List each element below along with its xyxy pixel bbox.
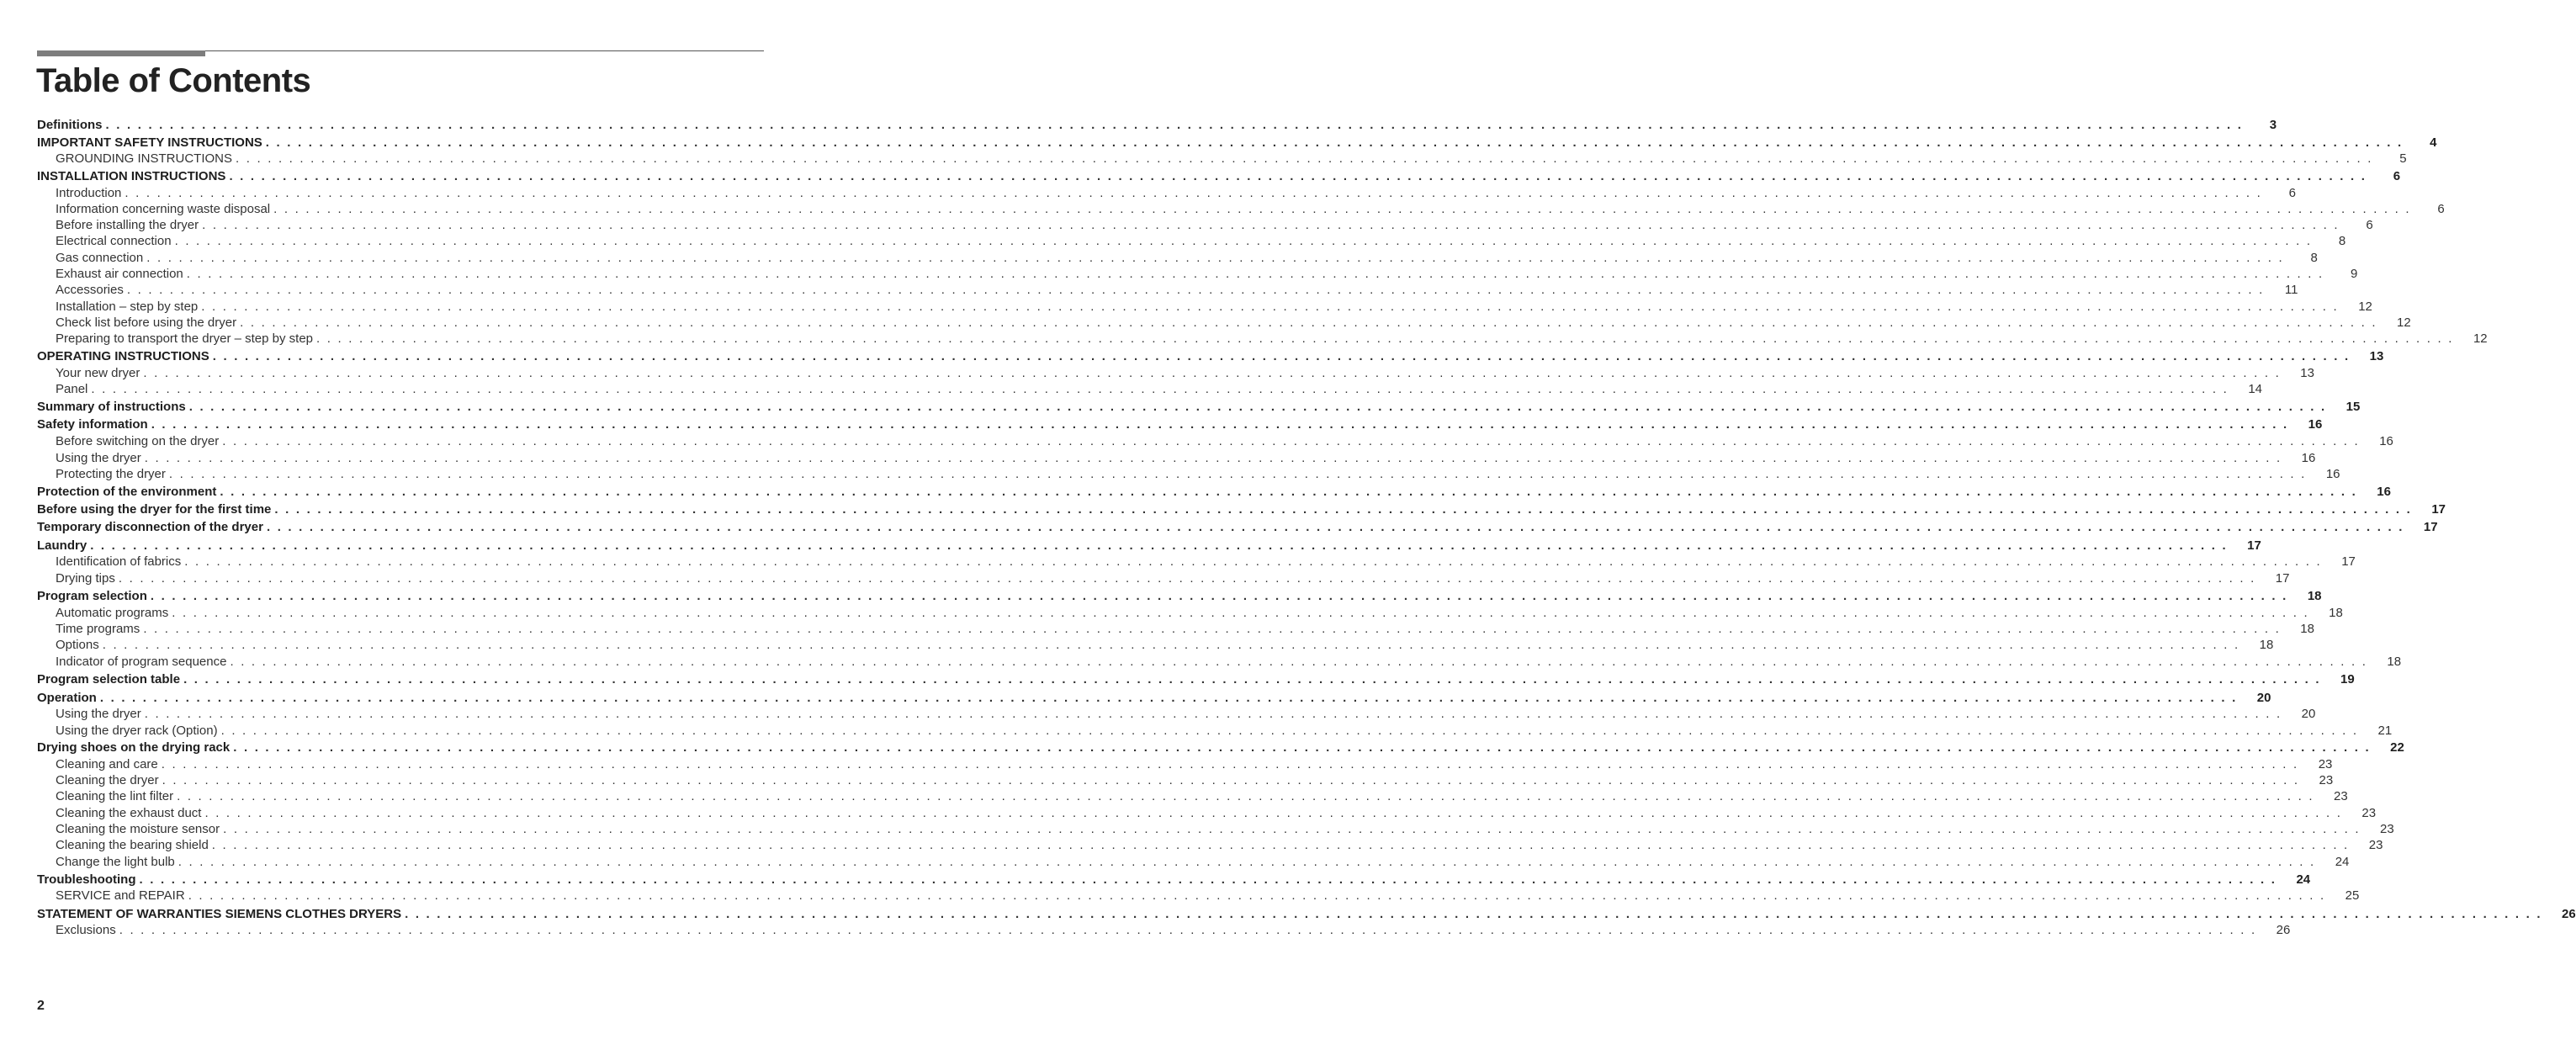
toc-entry[interactable]: [37, 635, 2274, 652]
toc-entry-page: 16: [2288, 417, 2322, 432]
toc-leader-dots: . . . . . . . . . . . . . . . . . . . . . . . . . . . . . . . . . . . . . . . . . . . . . . . . . . . . . . . . . . . . . . . . . . . . . . . . . . . . . . . . . . . . . . . . . . . . . . . . . . . . . . . . . . . . . . . . . . . . . . . . . . . . . . . . . . . . . . . . . . . . . . . . . . . . . . . . . . . . . . . . . . . . . . . . . . . . . . . . . . . . . . . . . . . . . . . . . . . . . . . .: [151, 417, 2289, 432]
toc-entry-label: Operation: [37, 691, 100, 705]
toc-leader-dots: . . . . . . . . . . . . . . . . . . . . . . . . . . . . . . . . . . . . . . . . . . . . . . . . . . . . . . . . . . . . . . . . . . . . . . . . . . . . . . . . . . . . . . . . . . . . . . . . . . . . . . . . . . . . . . . . . . . . . . . . . . . . . . . . . . . . . . . . . . . . . . . . . . . . . . . . . . . . . . . . . . . . . . . . . . . . . . . . . . . . . . . . . . . . . . . . . . . . . . . .: [204, 806, 2343, 820]
toc-leader-dots: . . . . . . . . . . . . . . . . . . . . . . . . . . . . . . . . . . . . . . . . . . . . . . . . . . . . . . . . . . . . . . . . . . . . . . . . . . . . . . . . . . . . . . . . . . . . . . . . . . . . . . . . . . . . . . . . . . . . . . . . . . . . . . . . . . . . . . . . . . . . . . . . . . . . . . . . . . . . . . . . . . . . . . . . . . . . . . . . . . . . . . . . . . . . . . . . . . . . . . . .: [229, 169, 2367, 183]
toc-entry[interactable]: [37, 248, 2318, 265]
toc-entry-page: 8: [2284, 251, 2318, 265]
toc-entry-page: 23: [2298, 757, 2332, 771]
toc-leader-dots: . . . . . . . . . . . . . . . . . . . . . . . . . . . . . . . . . . . . . . . . . . . . . . . . . . . . . . . . . . . . . . . . . . . . . . . . . . . . . . . . . . . . . . . . . . . . . . . . . . . . . . . . . . . . . . . . . . . . . . . . . . . . . . . . . . . . . . . . . . . . . . . . . . . . . . . . . . . . . . . . . . . . . . . . . . . . . . . . . . . . . . . . . . . . . . . . . . . . . . . .: [405, 907, 2542, 921]
toc-entry-label: Cleaning the lint filter: [37, 789, 177, 803]
toc-entry[interactable]: [37, 280, 2298, 297]
toc-entry[interactable]: [37, 167, 2401, 183]
toc-entry[interactable]: [37, 787, 2348, 803]
toc-entry[interactable]: [37, 347, 2384, 363]
toc-entry-page: 6: [2367, 169, 2400, 183]
toc-entry-label: STATEMENT OF WARRANTIES SIEMENS CLOTHES DRYERS: [37, 907, 405, 921]
toc-entry-label: Automatic programs: [37, 606, 172, 620]
toc-entry[interactable]: [37, 313, 2411, 330]
toc-entry-page: 5: [2373, 151, 2407, 166]
toc-leader-dots: . . . . . . . . . . . . . . . . . . . . . . . . . . . . . . . . . . . . . . . . . . . . . . . . . . . . . . . . . . . . . . . . . . . . . . . . . . . . . . . . . . . . . . . . . . . . . . . . . . . . . . . . . . . . . . . . . . . . . . . . . . . . . . . . . . . . . . . . . . . . . . . . . . . . . . . . . . . . . . . . . . . . . . . . . . . . . . . . . . . . . . . . . . . . . . . . . . . . . . . .: [99, 691, 2238, 705]
toc-entry[interactable]: [37, 297, 2372, 314]
toc-entry-label: Your new dryer: [37, 366, 143, 380]
toc-entry-page: 21: [2358, 724, 2392, 738]
toc-leader-dots: . . . . . . . . . . . . . . . . . . . . . . . . . . . . . . . . . . . . . . . . . . . . . . . . . . . . . . . . . . . . . . . . . . . . . . . . . . . . . . . . . . . . . . . . . . . . . . . . . . . . . . . . . . . . . . . . . . . . . . . . . . . . . . . . . . . . . . . . . . . . . . . . . . . . . . . . . . . . . . . . . . . . . . . . . . . . . . . . . . . . . . . . . . . . . . . . . . . . . . . .: [188, 888, 2326, 903]
toc-entry[interactable]: [37, 231, 2346, 248]
toc-entry[interactable]: [37, 886, 2360, 903]
toc-entry[interactable]: [37, 183, 2297, 200]
toc-entry-label: Indicator of program sequence: [37, 655, 230, 669]
toc-leader-dots: . . . . . . . . . . . . . . . . . . . . . . . . . . . . . . . . . . . . . . . . . . . . . . . . . . . . . . . . . . . . . . . . . . . . . . . . . . . . . . . . . . . . . . . . . . . . . . . . . . . . . . . . . . . . . . . . . . . . . . . . . . . . . . . . . . . . . . . . . . . . . . . . . . . . . . . . . . . . . . . . . . . . . . . . . . . . . . . . . . . . . . . . . . . . . . . . . . . . . . . .: [265, 135, 2404, 150]
toc-entry-page: 20: [2237, 691, 2271, 705]
toc-leader-dots: . . . . . . . . . . . . . . . . . . . . . . . . . . . . . . . . . . . . . . . . . . . . . . . . . . . . . . . . . . . . . . . . . . . . . . . . . . . . . . . . . . . . . . . . . . . . . . . . . . . . . . . . . . . . . . . . . . . . . . . . . . . . . . . . . . . . . . . . . . . . . . . . . . . . . . . . . . . . . . . . . . . . . . . . . . . . . . . . . . . . . . . . . . . . . . . . . . . . . . . .: [233, 740, 2371, 755]
toc-entry[interactable]: [37, 363, 2314, 380]
toc-entry[interactable]: [37, 803, 2377, 820]
toc-entry[interactable]: [37, 415, 2323, 432]
toc-entry-label: IMPORTANT SAFETY INSTRUCTIONS: [37, 135, 266, 150]
toc-entry-label: Protecting the dryer: [37, 467, 169, 481]
toc-leader-dots: . . . . . . . . . . . . . . . . . . . . . . . . . . . . . . . . . . . . . . . . . . . . . . . . . . . . . . . . . . . . . . . . . . . . . . . . . . . . . . . . . . . . . . . . . . . . . . . . . . . . . . . . . . . . . . . . . . . . . . . . . . . . . . . . . . . . . . . . . . . . . . . . . . . . . . . . . . . . . . . . . . . . . . . . . . . . . . . . . . . . . . . . . . . . . . . . . . . . . . . .: [161, 757, 2299, 771]
toc-entry-page: 24: [2277, 872, 2310, 887]
toc-entry-label: Cleaning and care: [37, 757, 162, 771]
toc-leader-dots: . . . . . . . . . . . . . . . . . . . . . . . . . . . . . . . . . . . . . . . . . . . . . . . . . . . . . . . . . . . . . . . . . . . . . . . . . . . . . . . . . . . . . . . . . . . . . . . . . . . . . . . . . . . . . . . . . . . . . . . . . . . . . . . . . . . . . . . . . . . . . . . . . . . . . . . . . . . . . . . . . . . . . . . . . . . . . . . . . . . . . . . . . . . . . . . . . . . . . . . .: [230, 655, 2368, 669]
toc-entry-page: 9: [2324, 267, 2357, 281]
toc-entry[interactable]: [37, 199, 2445, 216]
toc-leader-dots: . . . . . . . . . . . . . . . . . . . . . . . . . . . . . . . . . . . . . . . . . . . . . . . . . . . . . . . . . . . . . . . . . . . . . . . . . . . . . . . . . . . . . . . . . . . . . . . . . . . . . . . . . . . . . . . . . . . . . . . . . . . . . . . . . . . . . . . . . . . . . . . . . . . . . . . . . . . . . . . . . . . . . . . . . . . . . . . . . . . . . . . . . . . . . . . . . . . . . . . .: [143, 366, 2281, 380]
toc-entry-page: 13: [2350, 349, 2383, 363]
toc-entry-page: 17: [2412, 502, 2446, 517]
toc-entry-page: 11: [2264, 283, 2298, 297]
toc-entry-label: Temporary disconnection of the dryer: [37, 520, 267, 534]
toc-entry[interactable]: [37, 536, 2261, 553]
toc-entry-page: 22: [2371, 740, 2404, 755]
toc-leader-dots: . . . . . . . . . . . . . . . . . . . . . . . . . . . . . . . . . . . . . . . . . . . . . . . . . . . . . . . . . . . . . . . . . . . . . . . . . . . . . . . . . . . . . . . . . . . . . . . . . . . . . . . . . . . . . . . . . . . . . . . . . . . . . . . . . . . . . . . . . . . . . . . . . . . . . . . . . . . . . . . . . . . . . . . . . . . . . . . . . . . . . . . . . . . . . . . . . . . . . . . .: [90, 538, 2228, 553]
toc-entry-page: 12: [2377, 315, 2411, 330]
toc-entry[interactable]: [37, 264, 2358, 281]
toc-entry[interactable]: [37, 379, 2262, 396]
toc-leader-dots: . . . . . . . . . . . . . . . . . . . . . . . . . . . . . . . . . . . . . . . . . . . . . . . . . . . . . . . . . . . . . . . . . . . . . . . . . . . . . . . . . . . . . . . . . . . . . . . . . . . . . . . . . . . . . . . . . . . . . . . . . . . . . . . . . . . . . . . . . . . . . . . . . . . . . . . . . . . . . . . . . . . . . . . . . . . . . . . . . . . . . . . . . . . . . . . . . . . . . . . .: [316, 331, 2454, 346]
toc-entry[interactable]: [37, 149, 2407, 166]
toc-leader-dots: . . . . . . . . . . . . . . . . . . . . . . . . . . . . . . . . . . . . . . . . . . . . . . . . . . . . . . . . . . . . . . . . . . . . . . . . . . . . . . . . . . . . . . . . . . . . . . . . . . . . . . . . . . . . . . . . . . . . . . . . . . . . . . . . . . . . . . . . . . . . . . . . . . . . . . . . . . . . . . . . . . . . . . . . . . . . . . . . . . . . . . . . . . . . . . . . . . . . . . . .: [211, 838, 2350, 852]
toc-entry-page: 20: [2282, 707, 2315, 721]
toc-entry[interactable]: [37, 482, 2391, 499]
toc-entry-page: 12: [2454, 331, 2488, 346]
toc-entry-page: 23: [2342, 806, 2376, 820]
toc-entry-page: 23: [2299, 773, 2333, 787]
toc-entry-label: Identification of fabrics: [37, 554, 184, 569]
toc-leader-dots: . . . . . . . . . . . . . . . . . . . . . . . . . . . . . . . . . . . . . . . . . . . . . . . . . . . . . . . . . . . . . . . . . . . . . . . . . . . . . . . . . . . . . . . . . . . . . . . . . . . . . . . . . . . . . . . . . . . . . . . . . . . . . . . . . . . . . . . . . . . . . . . . . . . . . . . . . . . . . . . . . . . . . . . . . . . . . . . . . . . . . . . . . . . . . . . . . . . . . . . .: [102, 638, 2240, 652]
toc-entry[interactable]: [37, 904, 2576, 921]
toc-entry-label: Before using the dryer for the first time: [37, 502, 274, 517]
toc-entry-label: Using the dryer: [37, 707, 145, 721]
toc-entry-label: Program selection table: [37, 672, 183, 686]
toc-entry-page: 6: [2411, 202, 2445, 216]
toc-entry[interactable]: [37, 670, 2355, 686]
toc-entry-page: 18: [2367, 655, 2401, 669]
toc-entry-label: Options: [37, 638, 103, 652]
toc-entry[interactable]: [37, 652, 2402, 669]
toc-leader-dots: . . . . . . . . . . . . . . . . . . . . . . . . . . . . . . . . . . . . . . . . . . . . . . . . . . . . . . . . . . . . . . . . . . . . . . . . . . . . . . . . . . . . . . . . . . . . . . . . . . . . . . . . . . . . . . . . . . . . . . . . . . . . . . . . . . . . . . . . . . . . . . . . . . . . . . . . . . . . . . . . . . . . . . . . . . . . . . . . . . . . . . . . . . . . . . . . . . . . . . . .: [177, 789, 2314, 803]
toc-entry-label: Drying shoes on the drying rack: [37, 740, 233, 755]
toc-leader-dots: . . . . . . . . . . . . . . . . . . . . . . . . . . . . . . . . . . . . . . . . . . . . . . . . . . . . . . . . . . . . . . . . . . . . . . . . . . . . . . . . . . . . . . . . . . . . . . . . . . . . . . . . . . . . . . . . . . . . . . . . . . . . . . . . . . . . . . . . . . . . . . . . . . . . . . . . . . . . . . . . . . . . . . . . . . . . . . . . . . . . . . . . . . . . . . . . . . . . . . . .: [146, 251, 2284, 265]
page-title: Table of Contents: [36, 62, 311, 99]
toc-entry[interactable]: [37, 870, 2311, 887]
toc-entry-label: Before switching on the dryer: [37, 434, 222, 448]
toc-entry[interactable]: [37, 215, 2373, 232]
toc-entry-label: Cleaning the dryer: [37, 773, 162, 787]
toc-leader-dots: . . . . . . . . . . . . . . . . . . . . . . . . . . . . . . . . . . . . . . . . . . . . . . . . . . . . . . . . . . . . . . . . . . . . . . . . . . . . . . . . . . . . . . . . . . . . . . . . . . . . . . . . . . . . . . . . . . . . . . . . . . . . . . . . . . . . . . . . . . . . . . . . . . . . . . . . . . . . . . . . . . . . . . . . . . . . . . . . . . . . . . . . . . . . . . . . . . . . . . . .: [186, 267, 2324, 281]
toc-entry-page: 16: [2357, 485, 2391, 499]
toc-entry-page: 14: [2229, 382, 2262, 396]
toc-leader-dots: . . . . . . . . . . . . . . . . . . . . . . . . . . . . . . . . . . . . . . . . . . . . . . . . . . . . . . . . . . . . . . . . . . . . . . . . . . . . . . . . . . . . . . . . . . . . . . . . . . . . . . . . . . . . . . . . . . . . . . . . . . . . . . . . . . . . . . . . . . . . . . . . . . . . . . . . . . . . . . . . . . . . . . . . . . . . . . . . . . . . . . . . . . . . . . . . . . . . . . . .: [212, 349, 2351, 363]
toc-entry-page: 16: [2282, 451, 2315, 465]
toc-entry-page: 6: [2340, 218, 2373, 232]
toc-entry-label: Information concerning waste disposal: [37, 202, 273, 216]
toc-leader-dots: . . . . . . . . . . . . . . . . . . . . . . . . . . . . . . . . . . . . . . . . . . . . . . . . . . . . . . . . . . . . . . . . . . . . . . . . . . . . . . . . . . . . . . . . . . . . . . . . . . . . . . . . . . . . . . . . . . . . . . . . . . . . . . . . . . . . . . . . . . . . . . . . . . . . . . . . . . . . . . . . . . . . . . . . . . . . . . . . . . . . . . . . . . . . . . . . . . . . . . . .: [184, 554, 2322, 569]
toc-entry-page: 23: [2361, 822, 2394, 836]
toc-leader-dots: . . . . . . . . . . . . . . . . . . . . . . . . . . . . . . . . . . . . . . . . . . . . . . . . . . . . . . . . . . . . . . . . . . . . . . . . . . . . . . . . . . . . . . . . . . . . . . . . . . . . . . . . . . . . . . . . . . . . . . . . . . . . . . . . . . . . . . . . . . . . . . . . . . . . . . . . . . . . . . . . . . . . . . . . . . . . . . . . . . . . . . . . . . . . . . . . . . . . . . . .: [144, 707, 2282, 721]
toc-entry-page: 24: [2315, 855, 2349, 869]
toc-leader-dots: . . . . . . . . . . . . . . . . . . . . . . . . . . . . . . . . . . . . . . . . . . . . . . . . . . . . . . . . . . . . . . . . . . . . . . . . . . . . . . . . . . . . . . . . . . . . . . . . . . . . . . . . . . . . . . . . . . . . . . . . . . . . . . . . . . . . . . . . . . . . . . . . . . . . . . . . . . . . . . . . . . . . . . . . . . . . . . . . . . . . . . . . . . . . . . . . . . . . . . . .: [202, 218, 2340, 232]
toc-entry-page: 17: [2404, 520, 2438, 534]
toc-entry-label: Preparing to transport the dryer – step by step: [37, 331, 316, 346]
toc-entry-label: Exhaust air connection: [37, 267, 187, 281]
toc-leader-dots: . . . . . . . . . . . . . . . . . . . . . . . . . . . . . . . . . . . . . . . . . . . . . . . . . . . . . . . . . . . . . . . . . . . . . . . . . . . . . . . . . . . . . . . . . . . . . . . . . . . . . . . . . . . . . . . . . . . . . . . . . . . . . . . . . . . . . . . . . . . . . . . . . . . . . . . . . . . . . . . . . . . . . . . . . . . . . . . . . . . . . . . . . . . . . . . . . . . . . . . .: [91, 382, 2229, 396]
toc-entry-label: Introduction: [37, 186, 125, 200]
toc-leader-dots: . . . . . . . . . . . . . . . . . . . . . . . . . . . . . . . . . . . . . . . . . . . . . . . . . . . . . . . . . . . . . . . . . . . . . . . . . . . . . . . . . . . . . . . . . . . . . . . . . . . . . . . . . . . . . . . . . . . . . . . . . . . . . . . . . . . . . . . . . . . . . . . . . . . . . . . . . . . . . . . . . . . . . . . . . . . . . . . . . . . . . . . . . . . . . . . . . . . . . . . .: [162, 773, 2300, 787]
toc-entry[interactable]: [37, 738, 2404, 755]
toc-entry-page: 15: [2326, 400, 2360, 414]
toc-entry-page: 8: [2312, 234, 2345, 248]
toc-entry[interactable]: [37, 920, 2291, 937]
toc-entry-page: 23: [2314, 789, 2348, 803]
toc-leader-dots: . . . . . . . . . . . . . . . . . . . . . . . . . . . . . . . . . . . . . . . . . . . . . . . . . . . . . . . . . . . . . . . . . . . . . . . . . . . . . . . . . . . . . . . . . . . . . . . . . . . . . . . . . . . . . . . . . . . . . . . . . . . . . . . . . . . . . . . . . . . . . . . . . . . . . . . . . . . . . . . . . . . . . . . . . . . . . . . . . . . . . . . . . . . . . . . . . . . . . . . .: [274, 502, 2413, 517]
toc-entry[interactable]: [37, 835, 2383, 852]
toc-entry-page: 6: [2262, 186, 2296, 200]
toc-entry-label: Cleaning the exhaust duct: [37, 806, 204, 820]
toc-leader-dots: . . . . . . . . . . . . . . . . . . . . . . . . . . . . . . . . . . . . . . . . . . . . . . . . . . . . . . . . . . . . . . . . . . . . . . . . . . . . . . . . . . . . . . . . . . . . . . . . . . . . . . . . . . . . . . . . . . . . . . . . . . . . . . . . . . . . . . . . . . . . . . . . . . . . . . . . . . . . . . . . . . . . . . . . . . . . . . . . . . . . . . . . . . . . . . . . . . . . . . . .: [201, 300, 2339, 314]
toc-entry-page: 18: [2288, 589, 2322, 603]
toc-leader-dots: . . . . . . . . . . . . . . . . . . . . . . . . . . . . . . . . . . . . . . . . . . . . . . . . . . . . . . . . . . . . . . . . . . . . . . . . . . . . . . . . . . . . . . . . . . . . . . . . . . . . . . . . . . . . . . . . . . . . . . . . . . . . . . . . . . . . . . . . . . . . . . . . . . . . . . . . . . . . . . . . . . . . . . . . . . . . . . . . . . . . . . . . . . . . . . . . . . . . . . . .: [222, 434, 2360, 448]
toc-entry-label: Cleaning the bearing shield: [37, 838, 212, 852]
toc-entry-page: 23: [2349, 838, 2383, 852]
toc-leader-dots: . . . . . . . . . . . . . . . . . . . . . . . . . . . . . . . . . . . . . . . . . . . . . . . . . . . . . . . . . . . . . . . . . . . . . . . . . . . . . . . . . . . . . . . . . . . . . . . . . . . . . . . . . . . . . . . . . . . . . . . . . . . . . . . . . . . . . . . . . . . . . . . . . . . . . . . . . . . . . . . . . . . . . . . . . . . . . . . . . . . . . . . . . . . . . . . . . . . . . . . .: [125, 186, 2263, 200]
toc-entry[interactable]: [37, 688, 2271, 705]
toc-leader-dots: . . . . . . . . . . . . . . . . . . . . . . . . . . . . . . . . . . . . . . . . . . . . . . . . . . . . . . . . . . . . . . . . . . . . . . . . . . . . . . . . . . . . . . . . . . . . . . . . . . . . . . . . . . . . . . . . . . . . . . . . . . . . . . . . . . . . . . . . . . . . . . . . . . . . . . . . . . . . . . . . . . . . . . . . . . . . . . . . . . . . . . . . . . . . . . . . . . . . . . . .: [220, 724, 2359, 738]
toc-entry-page: 18: [2309, 606, 2343, 620]
toc-entry[interactable]: [37, 721, 2393, 738]
toc-leader-dots: . . . . . . . . . . . . . . . . . . . . . . . . . . . . . . . . . . . . . . . . . . . . . . . . . . . . . . . . . . . . . . . . . . . . . . . . . . . . . . . . . . . . . . . . . . . . . . . . . . . . . . . . . . . . . . . . . . . . . . . . . . . . . . . . . . . . . . . . . . . . . . . . . . . . . . . . . . . . . . . . . . . . . . . . . . . . . . . . . . . . . . . . . . . . . . . . . . . . . . . .: [223, 822, 2361, 836]
toc-entry-page: 4: [2403, 135, 2436, 150]
toc-entry[interactable]: [37, 552, 2356, 569]
header-rule-accent: [37, 50, 205, 56]
toc-entry-label: Laundry: [37, 538, 90, 553]
toc-entry-page: 25: [2325, 888, 2359, 903]
toc-leader-dots: . . . . . . . . . . . . . . . . . . . . . . . . . . . . . . . . . . . . . . . . . . . . . . . . . . . . . . . . . . . . . . . . . . . . . . . . . . . . . . . . . . . . . . . . . . . . . . . . . . . . . . . . . . . . . . . . . . . . . . . . . . . . . . . . . . . . . . . . . . . . . . . . . . . . . . . . . . . . . . . . . . . . . . . . . . . . . . . . . . . . . . . . . . . . . . . . . . . . . . . .: [273, 202, 2411, 216]
toc-entry-label: Before installing the dryer: [37, 218, 202, 232]
toc-entry[interactable]: [37, 819, 2394, 836]
toc-entry-label: Protection of the environment: [37, 485, 220, 499]
toc-leader-dots: . . . . . . . . . . . . . . . . . . . . . . . . . . . . . . . . . . . . . . . . . . . . . . . . . . . . . . . . . . . . . . . . . . . . . . . . . . . . . . . . . . . . . . . . . . . . . . . . . . . . . . . . . . . . . . . . . . . . . . . . . . . . . . . . . . . . . . . . . . . . . . . . . . . . . . . . . . . . . . . . . . . . . . . . . . . . . . . . . . . . . . . . . . . . . . . . . . . . . . . .: [236, 151, 2373, 166]
toc-entry-page: 18: [2281, 622, 2314, 636]
toc-entry-page: 17: [2322, 554, 2356, 569]
toc-entry[interactable]: [37, 133, 2437, 150]
toc-entry[interactable]: [37, 569, 2290, 586]
toc-entry-label: Electrical connection: [37, 234, 175, 248]
toc-entry-page: 16: [2360, 434, 2393, 448]
toc-entry-page: 12: [2339, 300, 2372, 314]
toc-entry-label: Exclusions: [37, 923, 119, 937]
toc-entry-page: 13: [2281, 366, 2314, 380]
toc-entry-label: Accessories: [37, 283, 127, 297]
toc-leader-dots: . . . . . . . . . . . . . . . . . . . . . . . . . . . . . . . . . . . . . . . . . . . . . . . . . . . . . . . . . . . . . . . . . . . . . . . . . . . . . . . . . . . . . . . . . . . . . . . . . . . . . . . . . . . . . . . . . . . . . . . . . . . . . . . . . . . . . . . . . . . . . . . . . . . . . . . . . . . . . . . . . . . . . . . . . . . . . . . . . . . . . . . . . . . . . . . . . . . . . . . .: [188, 400, 2327, 414]
toc-entry[interactable]: [37, 432, 2393, 448]
toc-entry[interactable]: [37, 500, 2446, 517]
toc-leader-dots: . . . . . . . . . . . . . . . . . . . . . . . . . . . . . . . . . . . . . . . . . . . . . . . . . . . . . . . . . . . . . . . . . . . . . . . . . . . . . . . . . . . . . . . . . . . . . . . . . . . . . . . . . . . . . . . . . . . . . . . . . . . . . . . . . . . . . . . . . . . . . . . . . . . . . . . . . . . . . . . . . . . . . . . . . . . . . . . . . . . . . . . . . . . . . . . . . . . . . . . .: [220, 485, 2357, 499]
toc-entry[interactable]: [37, 464, 2340, 481]
toc-entry[interactable]: [37, 397, 2361, 414]
toc-leader-dots: . . . . . . . . . . . . . . . . . . . . . . . . . . . . . . . . . . . . . . . . . . . . . . . . . . . . . . . . . . . . . . . . . . . . . . . . . . . . . . . . . . . . . . . . . . . . . . . . . . . . . . . . . . . . . . . . . . . . . . . . . . . . . . . . . . . . . . . . . . . . . . . . . . . . . . . . . . . . . . . . . . . . . . . . . . . . . . . . . . . . . . . . . . . . . . . . . . . . . . . .: [143, 622, 2281, 636]
toc-leader-dots: . . . . . . . . . . . . . . . . . . . . . . . . . . . . . . . . . . . . . . . . . . . . . . . . . . . . . . . . . . . . . . . . . . . . . . . . . . . . . . . . . . . . . . . . . . . . . . . . . . . . . . . . . . . . . . . . . . . . . . . . . . . . . . . . . . . . . . . . . . . . . . . . . . . . . . . . . . . . . . . . . . . . . . . . . . . . . . . . . . . . . . . . . . . . . . . . . . . . . . . .: [183, 672, 2321, 686]
toc-entry[interactable]: [37, 619, 2314, 636]
toc-entry-label: OPERATING INSTRUCTIONS: [37, 349, 213, 363]
toc-entry-label: Troubleshooting: [37, 872, 140, 887]
toc-leader-dots: . . . . . . . . . . . . . . . . . . . . . . . . . . . . . . . . . . . . . . . . . . . . . . . . . . . . . . . . . . . . . . . . . . . . . . . . . . . . . . . . . . . . . . . . . . . . . . . . . . . . . . . . . . . . . . . . . . . . . . . . . . . . . . . . . . . . . . . . . . . . . . . . . . . . . . . . . . . . . . . . . . . . . . . . . . . . . . . . . . . . . . . . . . . . . . . . . . . . . . . .: [105, 118, 2244, 132]
toc-entry[interactable]: [37, 771, 2334, 787]
toc-entry-label: INSTALLATION INSTRUCTIONS: [37, 169, 229, 183]
toc-entry-label: Definitions: [37, 118, 106, 132]
toc-entry-label: Change the light bulb: [37, 855, 178, 869]
toc-entry-label: Cleaning the moisture sensor: [37, 822, 223, 836]
toc-leader-dots: . . . . . . . . . . . . . . . . . . . . . . . . . . . . . . . . . . . . . . . . . . . . . . . . . . . . . . . . . . . . . . . . . . . . . . . . . . . . . . . . . . . . . . . . . . . . . . . . . . . . . . . . . . . . . . . . . . . . . . . . . . . . . . . . . . . . . . . . . . . . . . . . . . . . . . . . . . . . . . . . . . . . . . . . . . . . . . . . . . . . . . . . . . . . . . . . . . . . . . . .: [139, 872, 2277, 887]
toc-leader-dots: . . . . . . . . . . . . . . . . . . . . . . . . . . . . . . . . . . . . . . . . . . . . . . . . . . . . . . . . . . . . . . . . . . . . . . . . . . . . . . . . . . . . . . . . . . . . . . . . . . . . . . . . . . . . . . . . . . . . . . . . . . . . . . . . . . . . . . . . . . . . . . . . . . . . . . . . . . . . . . . . . . . . . . . . . . . . . . . . . . . . . . . . . . . . . . . . . . . . . . . .: [168, 467, 2307, 481]
toc-entry-label: Time programs: [37, 622, 143, 636]
toc-leader-dots: . . . . . . . . . . . . . . . . . . . . . . . . . . . . . . . . . . . . . . . . . . . . . . . . . . . . . . . . . . . . . . . . . . . . . . . . . . . . . . . . . . . . . . . . . . . . . . . . . . . . . . . . . . . . . . . . . . . . . . . . . . . . . . . . . . . . . . . . . . . . . . . . . . . . . . . . . . . . . . . . . . . . . . . . . . . . . . . . . . . . . . . . . . . . . . . . . . . . . . . .: [126, 283, 2265, 297]
toc-entry-label: Safety information: [37, 417, 151, 432]
toc-entry-page: 26: [2256, 923, 2290, 937]
toc-entry-label: Installation – step by step: [37, 300, 201, 314]
page-number: 2: [37, 999, 45, 1013]
toc-entry-page: 26: [2542, 907, 2576, 921]
toc-entry-label: Summary of instructions: [37, 400, 189, 414]
toc-leader-dots: . . . . . . . . . . . . . . . . . . . . . . . . . . . . . . . . . . . . . . . . . . . . . . . . . . . . . . . . . . . . . . . . . . . . . . . . . . . . . . . . . . . . . . . . . . . . . . . . . . . . . . . . . . . . . . . . . . . . . . . . . . . . . . . . . . . . . . . . . . . . . . . . . . . . . . . . . . . . . . . . . . . . . . . . . . . . . . . . . . . . . . . . . . . . . . . . . . . . . . . .: [118, 571, 2256, 586]
toc-entry-label: SERVICE and REPAIR: [37, 888, 188, 903]
toc-entry-label: Program selection: [37, 589, 151, 603]
toc-leader-dots: . . . . . . . . . . . . . . . . . . . . . . . . . . . . . . . . . . . . . . . . . . . . . . . . . . . . . . . . . . . . . . . . . . . . . . . . . . . . . . . . . . . . . . . . . . . . . . . . . . . . . . . . . . . . . . . . . . . . . . . . . . . . . . . . . . . . . . . . . . . . . . . . . . . . . . . . . . . . . . . . . . . . . . . . . . . . . . . . . . . . . . . . . . . . . . . . . . . . . . . .: [150, 589, 2288, 603]
toc-entry-page: 16: [2307, 467, 2340, 481]
toc-leader-dots: . . . . . . . . . . . . . . . . . . . . . . . . . . . . . . . . . . . . . . . . . . . . . . . . . . . . . . . . . . . . . . . . . . . . . . . . . . . . . . . . . . . . . . . . . . . . . . . . . . . . . . . . . . . . . . . . . . . . . . . . . . . . . . . . . . . . . . . . . . . . . . . . . . . . . . . . . . . . . . . . . . . . . . . . . . . . . . . . . . . . . . . . . . . . . . . . . . . . . . . .: [240, 315, 2377, 330]
toc-entry[interactable]: [37, 329, 2488, 346]
toc-entry-page: 19: [2321, 672, 2355, 686]
toc-entry[interactable]: [37, 586, 2322, 603]
toc-entry-label: Panel: [37, 382, 91, 396]
toc-entry[interactable]: [37, 852, 2350, 869]
toc-leader-dots: . . . . . . . . . . . . . . . . . . . . . . . . . . . . . . . . . . . . . . . . . . . . . . . . . . . . . . . . . . . . . . . . . . . . . . . . . . . . . . . . . . . . . . . . . . . . . . . . . . . . . . . . . . . . . . . . . . . . . . . . . . . . . . . . . . . . . . . . . . . . . . . . . . . . . . . . . . . . . . . . . . . . . . . . . . . . . . . . . . . . . . . . . . . . . . . . . . . . . . . .: [178, 855, 2316, 869]
toc-entry-page: 17: [2255, 571, 2289, 586]
toc-entry-label: Check list before using the dryer: [37, 315, 240, 330]
toc-entry[interactable]: [37, 603, 2343, 620]
toc-entry[interactable]: [37, 448, 2316, 465]
toc-leader-dots: . . . . . . . . . . . . . . . . . . . . . . . . . . . . . . . . . . . . . . . . . . . . . . . . . . . . . . . . . . . . . . . . . . . . . . . . . . . . . . . . . . . . . . . . . . . . . . . . . . . . . . . . . . . . . . . . . . . . . . . . . . . . . . . . . . . . . . . . . . . . . . . . . . . . . . . . . . . . . . . . . . . . . . . . . . . . . . . . . . . . . . . . . . . . . . . . . . . . . . . .: [144, 451, 2282, 465]
toc-entry-page: 3: [2243, 118, 2277, 132]
toc-entry-label: GROUNDING INSTRUCTIONS: [37, 151, 236, 166]
toc-entry-label: Using the dryer: [37, 451, 145, 465]
toc-leader-dots: . . . . . . . . . . . . . . . . . . . . . . . . . . . . . . . . . . . . . . . . . . . . . . . . . . . . . . . . . . . . . . . . . . . . . . . . . . . . . . . . . . . . . . . . . . . . . . . . . . . . . . . . . . . . . . . . . . . . . . . . . . . . . . . . . . . . . . . . . . . . . . . . . . . . . . . . . . . . . . . . . . . . . . . . . . . . . . . . . . . . . . . . . . . . . . . . . . . . . . . .: [174, 234, 2313, 248]
toc-leader-dots: . . . . . . . . . . . . . . . . . . . . . . . . . . . . . . . . . . . . . . . . . . . . . . . . . . . . . . . . . . . . . . . . . . . . . . . . . . . . . . . . . . . . . . . . . . . . . . . . . . . . . . . . . . . . . . . . . . . . . . . . . . . . . . . . . . . . . . . . . . . . . . . . . . . . . . . . . . . . . . . . . . . . . . . . . . . . . . . . . . . . . . . . . . . . . . . . . . . . . . . .: [119, 923, 2257, 937]
toc-entry-label: Gas connection: [37, 251, 146, 265]
toc-entry-label: Drying tips: [37, 571, 119, 586]
toc-entry-page: 18: [2239, 638, 2273, 652]
toc-entry-label: Using the dryer rack (Option): [37, 724, 221, 738]
toc-entry[interactable]: [37, 704, 2316, 721]
toc-entry[interactable]: [37, 115, 2277, 132]
toc-entry[interactable]: [37, 517, 2438, 534]
toc-entry[interactable]: [37, 755, 2333, 771]
toc-leader-dots: . . . . . . . . . . . . . . . . . . . . . . . . . . . . . . . . . . . . . . . . . . . . . . . . . . . . . . . . . . . . . . . . . . . . . . . . . . . . . . . . . . . . . . . . . . . . . . . . . . . . . . . . . . . . . . . . . . . . . . . . . . . . . . . . . . . . . . . . . . . . . . . . . . . . . . . . . . . . . . . . . . . . . . . . . . . . . . . . . . . . . . . . . . . . . . . . . . . . . . . .: [266, 520, 2404, 534]
toc-leader-dots: . . . . . . . . . . . . . . . . . . . . . . . . . . . . . . . . . . . . . . . . . . . . . . . . . . . . . . . . . . . . . . . . . . . . . . . . . . . . . . . . . . . . . . . . . . . . . . . . . . . . . . . . . . . . . . . . . . . . . . . . . . . . . . . . . . . . . . . . . . . . . . . . . . . . . . . . . . . . . . . . . . . . . . . . . . . . . . . . . . . . . . . . . . . . . . . . . . . . . . . .: [172, 606, 2309, 620]
toc-entry-page: 17: [2228, 538, 2261, 553]
